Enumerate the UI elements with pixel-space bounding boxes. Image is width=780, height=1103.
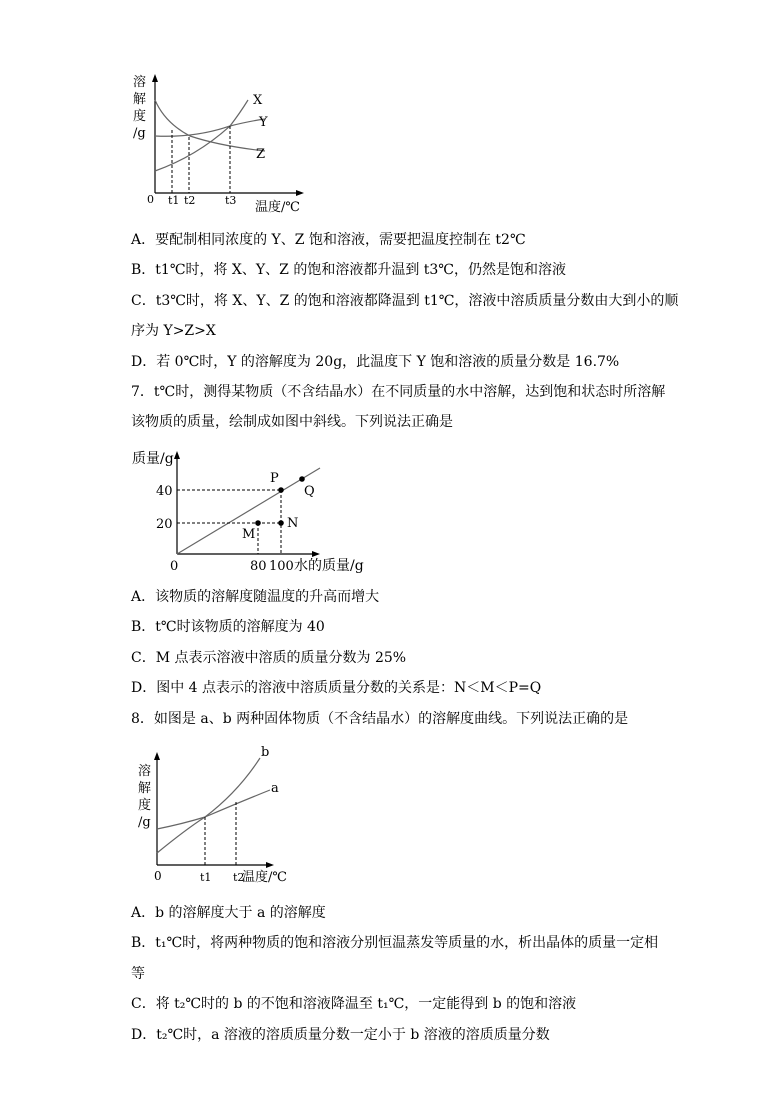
graph1-origin: 0: [147, 193, 154, 206]
label-z: Z: [256, 147, 266, 162]
q6-option-a: A．要配制相同浓度的 Y、Z 饱和溶液，需要把温度控制在 t2℃: [131, 232, 526, 248]
graph3-origin: 0: [154, 869, 162, 883]
graph3-ylabel-1: 溶: [138, 764, 152, 779]
graph2-ylabel: 质量/g: [132, 451, 174, 467]
label-x: X: [253, 93, 263, 108]
graph1-tick-t3: t3: [225, 194, 237, 207]
q6-option-c-cont: 序为 Y>Z>X: [131, 323, 216, 339]
label-a: a: [271, 781, 279, 796]
q8-option-a: A．b 的溶解度大于 a 的溶解度: [131, 905, 326, 921]
label-n: N: [287, 516, 299, 531]
curve-z: [155, 100, 265, 151]
graph1-ylabel-2: 解: [133, 92, 147, 107]
label-p: P: [270, 471, 279, 486]
q8-option-c: C．将 t₂℃时的 b 的不饱和溶液降温至 t₁℃，一定能得到 b 的饱和溶液: [131, 996, 577, 1012]
graph3-ylabel: [138, 763, 151, 830]
point-n: [278, 520, 284, 526]
point-p: [278, 487, 284, 493]
graph2-x-arrow: [312, 551, 320, 557]
graph3-xlabel: 温度/℃: [242, 870, 287, 885]
label-y: Y: [259, 115, 268, 130]
graph2-tick-100: 100: [269, 559, 294, 574]
q6-option-d: D．若 0℃时，Y 的溶解度为 20g，此温度下 Y 饱和溶液的质量分数是 16.7%: [131, 354, 620, 370]
curve-b: [157, 758, 260, 853]
graph2-tick-80: 80: [250, 559, 267, 574]
q7-option-c: C．M 点表示溶液中溶质的质量分数为 25%: [131, 650, 407, 666]
graph1-tick-t1: t1: [168, 194, 180, 207]
graph2-y-arrow: [174, 451, 180, 459]
graph3-ylabel-2: 解: [138, 781, 152, 796]
solubility-graph-ab: [130, 740, 300, 888]
graph1-y-arrow: [152, 74, 158, 82]
q7-stem-cont: 该物质的质量，绘制成如图中斜线。下列说法正确是: [131, 414, 453, 430]
label-b: b: [261, 745, 270, 760]
label-m: M: [242, 527, 256, 542]
q7-stem: 7．t℃时，测得某物质（不含结晶水）在不同质量的水中溶解，达到饱和状态时所溶解: [131, 384, 666, 400]
q7-option-d: D．图中 4 点表示的溶液中溶质质量分数的关系是：N＜M＜P=Q: [131, 680, 542, 696]
q7-option-b: B．t℃时该物质的溶解度为 40: [131, 619, 325, 635]
graph1-x-arrow: [296, 190, 304, 196]
graph3-tick-t2: t2: [233, 871, 245, 884]
q8-option-b: B．t₁℃时，将两种物质的饱和溶液分别恒温蒸发等质量的水，析出晶体的质量一定相: [131, 935, 659, 951]
q6-option-c: C．t3℃时，将 X、Y、Z 的饱和溶液都降温到 t1℃，溶液中溶质质量分数由大到小的顺: [131, 293, 679, 309]
graph3-tick-t1: t1: [200, 871, 212, 884]
graph1-ylabel: [133, 74, 146, 141]
graph1-ylabel-1: 溶: [133, 75, 147, 90]
q7-option-a: A．该物质的溶解度随温度的升高而增大: [131, 589, 380, 605]
q6-option-b: B．t1℃时，将 X、Y、Z 的饱和溶液都升温到 t3℃，仍然是饱和溶液: [131, 262, 566, 278]
graph2-origin: 0: [170, 559, 179, 574]
mass-graph: [130, 446, 400, 578]
graph3-ylabel-3: 度: [138, 798, 152, 813]
q8-stem: 8．如图是 a、b 两种固体物质（不含结晶水）的溶解度曲线。下列说法正确的是: [131, 711, 629, 727]
curve-x: [155, 100, 248, 171]
point-m: [255, 520, 261, 526]
graph2-tick-20: 20: [156, 517, 173, 532]
label-q: Q: [304, 484, 315, 499]
graph2-xlabel: 水的质量/g: [294, 558, 364, 574]
graph1-xlabel: 温度/℃: [255, 200, 300, 215]
graph1-ylabel-3: 度: [133, 109, 147, 124]
q8-option-b-cont: 等: [131, 966, 145, 982]
graph1-ylabel-4: /g: [133, 126, 146, 141]
graph3-x-arrow: [266, 862, 274, 868]
solubility-graph-xyz: [125, 68, 315, 218]
curve-y: [155, 119, 265, 136]
q8-option-d: D．t₂℃时，a 溶液的溶质质量分数一定小于 b 溶液的溶质质量分数: [131, 1027, 550, 1043]
graph3-ylabel-4: /g: [138, 815, 151, 830]
graph1-tick-t2: t2: [184, 194, 196, 207]
graph2-tick-40: 40: [156, 484, 173, 499]
point-q: [299, 476, 305, 482]
graph3-y-arrow: [154, 752, 160, 760]
